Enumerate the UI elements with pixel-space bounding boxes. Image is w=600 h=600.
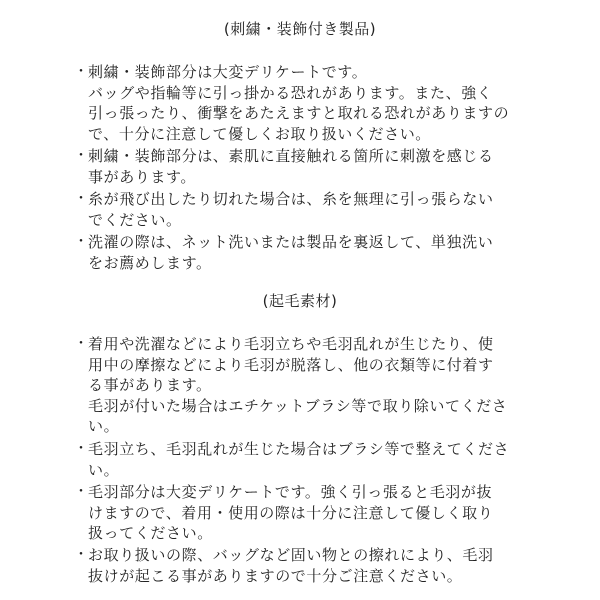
bullet-mark: ・ [74,191,88,207]
note-line: 抜けが起こる事がありますので十分ご注意ください。 [88,566,463,585]
note-item [74,482,544,544]
note-line: 刺繍・装飾部分は、素肌に直接触れる箇所に刺激を感じる [88,147,494,165]
note-line: お取り扱いの際、バッグなど固い物との擦れにより、毛羽 [88,546,494,564]
bullet-mark: ・ [74,547,88,563]
note-line: バッグや指輪等に引っ掛かる恐れがあります。また、強く [88,83,493,102]
note-line: でください。 [88,210,182,229]
note-item [74,545,544,586]
bullet-mark: ・ [74,148,88,164]
note-line: い。 [88,417,120,435]
note-item [74,189,544,230]
bullet-mark: ・ [74,484,88,500]
note-line: 毛羽立ち、毛羽乱れが生じた場合はブラシ等で整えてくださ [88,440,510,458]
note-item [74,232,544,273]
note-line: をお薦めします。 [88,253,212,272]
note-line: る事があります。 [88,376,212,394]
note-item [74,146,544,187]
bullet-mark: ・ [74,441,88,457]
note-line: 毛羽が付いた場合はエチケットブラシ等で取り除いてくださ [88,396,508,415]
bullet-mark: ・ [74,64,88,80]
section-title-napped-material: (起毛素材) [262,292,338,310]
note-line: 糸が飛び出したり切れた場合は、糸を無理に引っ張らない [88,190,494,208]
note-line: 着用や洗濯などにより毛羽立ちや毛羽乱れが生じたり、使 [88,335,494,353]
note-line: で、十分に注意して優しくお取り扱いください。 [88,124,431,143]
note-item [74,334,544,437]
note-line: 洗濯の際は、ネット洗いまたは製品を裏返して、単独洗い [88,233,494,251]
section-title-embroidery: (刺繍・装飾付き製品) [223,20,377,38]
note-line: 事があります。 [88,167,197,186]
note-line: 用中の摩擦などにより毛羽が脱落し、他の衣類等に付着す [88,355,494,374]
note-line: 毛羽部分は大変デリケートです。強く引っ張ると毛羽が抜 [88,483,493,501]
bullet-mark: ・ [74,336,88,352]
note-line: 扱ってください。 [88,524,213,542]
note-item [74,62,544,144]
bullet-mark: ・ [74,234,88,250]
note-line: けますので、着用・使用の際は十分に注意して優しく取り [88,503,494,522]
note-line: 刺繍・装飾部分は大変デリケートです。 [88,63,368,81]
note-item [74,439,544,480]
note-line: 引っ張ったり、衝撃をあたえますと取れる恐れがありますの [88,104,510,122]
note-line: い。 [88,460,120,479]
